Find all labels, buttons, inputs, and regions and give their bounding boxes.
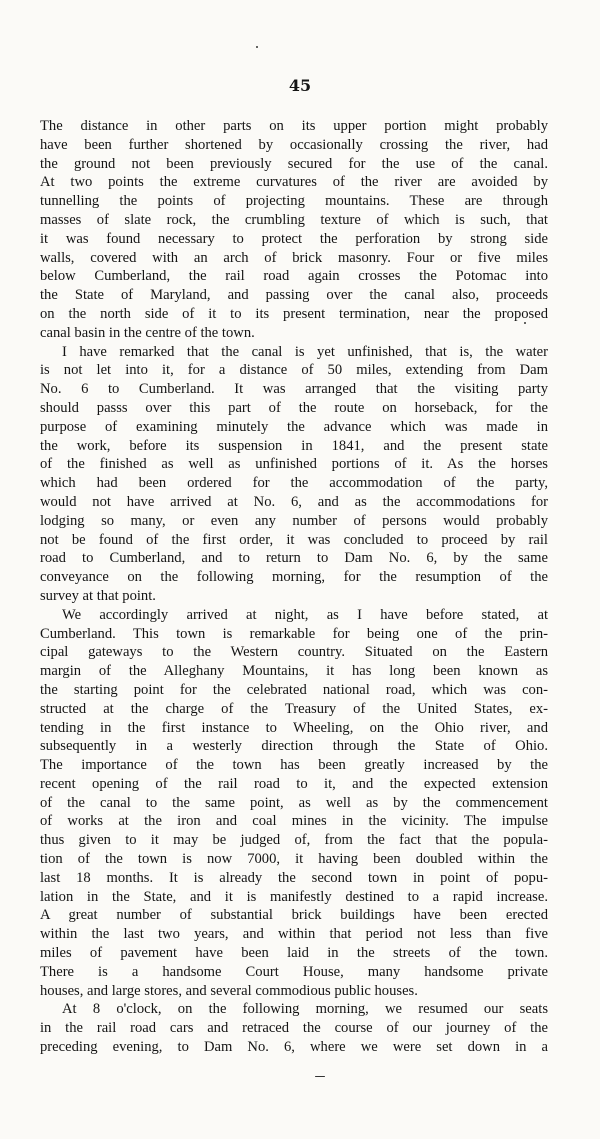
- text-line: lation in the State, and it is manifestly destined to a rapid increase.: [40, 888, 548, 905]
- text-line: the State of Maryland, and passing over the canal also, proceeds: [40, 287, 548, 304]
- text-line: the work, before its suspension in 1841, and the present state: [40, 437, 548, 454]
- body-text: [40, 117, 548, 1057]
- text-line: tion of the town is now 7000, it having been doubled within the: [40, 851, 548, 868]
- text-line: conveyance on the following morning, for the resumption of the: [40, 569, 548, 586]
- text-line: At two points the extreme curvatures of the river are avoided by: [40, 174, 548, 191]
- text-line: I have remarked that the canal is yet unfinished, that is, the water: [62, 343, 548, 360]
- paragraph: [40, 117, 548, 343]
- text-line: the ground not been previously secured for the use of the canal.: [40, 155, 548, 172]
- text-line: No. 6 to Cumberland. It was arranged that the visiting party: [40, 381, 548, 398]
- text-line: miles of pavement have been laid in the streets of the town.: [40, 945, 548, 962]
- paragraph: [40, 1000, 548, 1056]
- text-line: purpose of examining minutely the advance which was made in: [40, 418, 548, 435]
- text-line: margin of the Alleghany Mountains, it has long been known as: [40, 663, 548, 680]
- text-line: lodging so many, or even any number of persons would probably: [40, 512, 548, 529]
- text-line: have been further shortened by occasionally crossing the river, had: [40, 136, 548, 153]
- text-line: houses, and large stores, and several commodious public houses.: [40, 982, 418, 999]
- text-line: recent opening of the rail road to it, and the expected extension: [40, 775, 548, 792]
- text-line: of the canal to the same point, as well as by the commencement: [40, 794, 548, 811]
- text-line: road to Cumberland, and to return to Dam No. 6, by the same: [40, 550, 548, 567]
- text-line: last 18 months. It is already the second town in point of popu-: [40, 869, 548, 886]
- text-line: preceding evening, to Dam No. 6, where we were set down in a: [40, 1039, 548, 1056]
- text-line: We accordingly arrived at night, as I have before stated, at: [62, 606, 548, 623]
- text-line: of the finished as well as unfinished portions of it. As the horses: [40, 456, 548, 473]
- text-line: within the last two years, and within that period not less than five: [40, 926, 548, 943]
- text-line: should passs over this part of the route on horseback, for the: [40, 399, 548, 416]
- text-line: survey at that point.: [40, 587, 156, 604]
- text-line: A great number of substantial brick buildings have been erected: [40, 907, 548, 924]
- paragraph: [40, 606, 548, 1001]
- page-number: 45: [288, 76, 312, 95]
- text-line: tending in the first instance to Wheeling, on the Ohio river, and: [40, 719, 548, 736]
- text-line: not be found of the first order, it was concluded to proceed by rail: [40, 531, 548, 548]
- text-line: masses of slate rock, the crumbling texture of which is such, that: [40, 211, 548, 228]
- text-line: tunnelling the points of projecting mountains. These are through: [40, 193, 548, 210]
- text-line: on the north side of it to its present termination, near the proposed: [40, 305, 548, 322]
- text-line: The importance of the town has been greatly increased by the: [40, 757, 548, 774]
- text-line: thus given to it may be judged of, from the fact that the popula-: [40, 832, 548, 849]
- text-line: in the rail road cars and retraced the course of our journey of the: [40, 1020, 548, 1037]
- text-line: There is a handsome Court House, many handsome private: [40, 963, 548, 980]
- text-line: cipal gateways to the Western country. Situated on the Eastern: [40, 644, 548, 661]
- text-line: subsequently in a westerly direction through the State of Ohio.: [40, 738, 548, 755]
- text-line: the starting point for the celebrated national road, which was con-: [40, 681, 548, 698]
- scan-speck: [315, 1076, 325, 1077]
- text-line: would not have arrived at No. 6, and as the accommodations for: [40, 493, 548, 510]
- text-line: walls, covered with an arch of brick masonry. Four or five miles: [40, 249, 548, 266]
- text-line: it was found necessary to protect the perforation by strong side: [40, 230, 548, 247]
- scan-speck: [256, 46, 258, 48]
- text-line: which had been ordered for the accommodation of the party,: [40, 475, 548, 492]
- text-line: canal basin in the centre of the town.: [40, 324, 255, 341]
- scan-speck: [524, 322, 526, 324]
- text-line: At 8 o'clock, on the following morning, we resumed our seats: [62, 1001, 548, 1018]
- text-line: structed at the charge of the Treasury of the United States, ex-: [40, 700, 548, 717]
- text-line: below Cumberland, the rail road again crosses the Potomac into: [40, 268, 548, 285]
- paragraph: [40, 343, 548, 606]
- text-line: is not let into it, for a distance of 50 miles, extending from Dam: [40, 362, 548, 379]
- text-line: Cumberland. This town is remarkable for being one of the prin-: [40, 625, 548, 642]
- text-line: of works at the iron and coal mines in the vicinity. The impulse: [40, 813, 548, 830]
- text-line: The distance in other parts on its upper portion might probably: [40, 118, 548, 134]
